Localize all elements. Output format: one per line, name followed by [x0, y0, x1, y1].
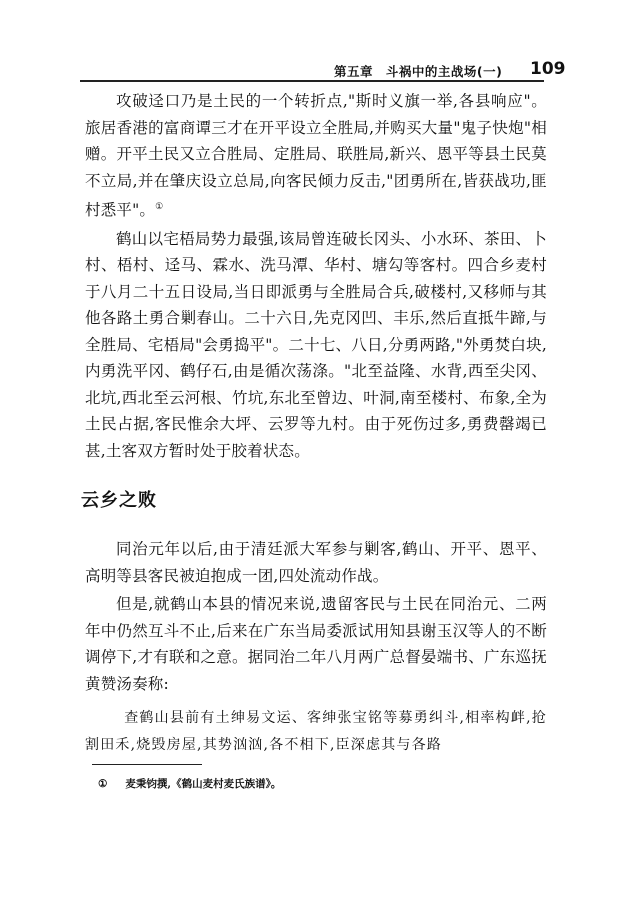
- paragraph: [85, 88, 547, 224]
- chapter-label: 第五章: [334, 64, 374, 79]
- paragraph: 鹤山以宅梧局势力最强,该局曾连破长冈头、小水环、茶田、卜村、梧村、迳马、霖水、洗马潭、华村、塘勾等客村。四合乡麦村于八月二十五日设局,当日即派勇与全胜局合兵,破楼村,又移师与其他各路土勇合剿春山。二十六日,先克冈凹、丰乐,然后直抵牛蹄,与全胜局、宅梧局"会勇捣平"。二十七、八日,分勇两路,"外勇焚白块,内勇洗平冈、鹤仔石,由是循次荡涤。"北至益隆、水背,西至尖冈、北坑,西北至云河根、竹坑,东北至曾边、叶洞,南至楼村、布象,全为土民占据,客民惟余大坪、云罗等九村。由于死伤过多,勇费罄竭已甚,土客双方暂时处于胶着状态。: [85, 229, 547, 460]
- header-rule: [80, 80, 544, 82]
- block-quote: 查鹤山县前有土绅易文运、客绅张宝铭等募勇纠斗,相率构衅,抢割田禾,烧毁房屋,其势汹汹,各不相下,臣深虑其与各路: [85, 710, 547, 754]
- footnote-mark: ①: [98, 778, 108, 790]
- footnote-rule: [92, 764, 202, 765]
- footnote-reference: ①: [155, 202, 164, 212]
- paragraph-text: 攻破迳口乃是土民的一个转折点,"斯时义旗一举,各县响应"。旅居香港的富商谭三才在开平设立全胜局,并购买大量"鬼子快炮"相赠。开平土民又立合胜局、定胜局、联胜局,新兴、恩平等县土民莫不立局,并在肇庆设立总局,向客民倾力反击,"团勇所在,皆获战功,匪村悉平"。: [85, 92, 547, 220]
- page-number: 109: [530, 59, 566, 79]
- footnote: [98, 776, 281, 791]
- paragraph: 但是,就鹤山本县的情况来说,遗留客民与土民在同治元、二两年中仍然互斗不止,后来在广东当局委派试用知县谢玉汉等人的不断调停下,才有联和之意。据同治二年八月两广总督晏端书、广东巡抚黄赞汤奏称:: [85, 595, 547, 693]
- chapter-title: 斗祸中的主战场(一): [385, 64, 503, 79]
- footnote-text: 麦秉钧撰,《鹤山麦村麦氏族谱》。: [125, 778, 282, 790]
- running-head: [334, 62, 502, 80]
- paragraph: 同治元年以后,由于清廷派大军参与剿客,鹤山、开平、恩平、高明等县客民被迫抱成一团,四处流动作战。: [85, 540, 547, 585]
- section-title: 云乡之败: [81, 490, 157, 512]
- running-header: [0, 58, 636, 82]
- body-text: [81, 88, 547, 759]
